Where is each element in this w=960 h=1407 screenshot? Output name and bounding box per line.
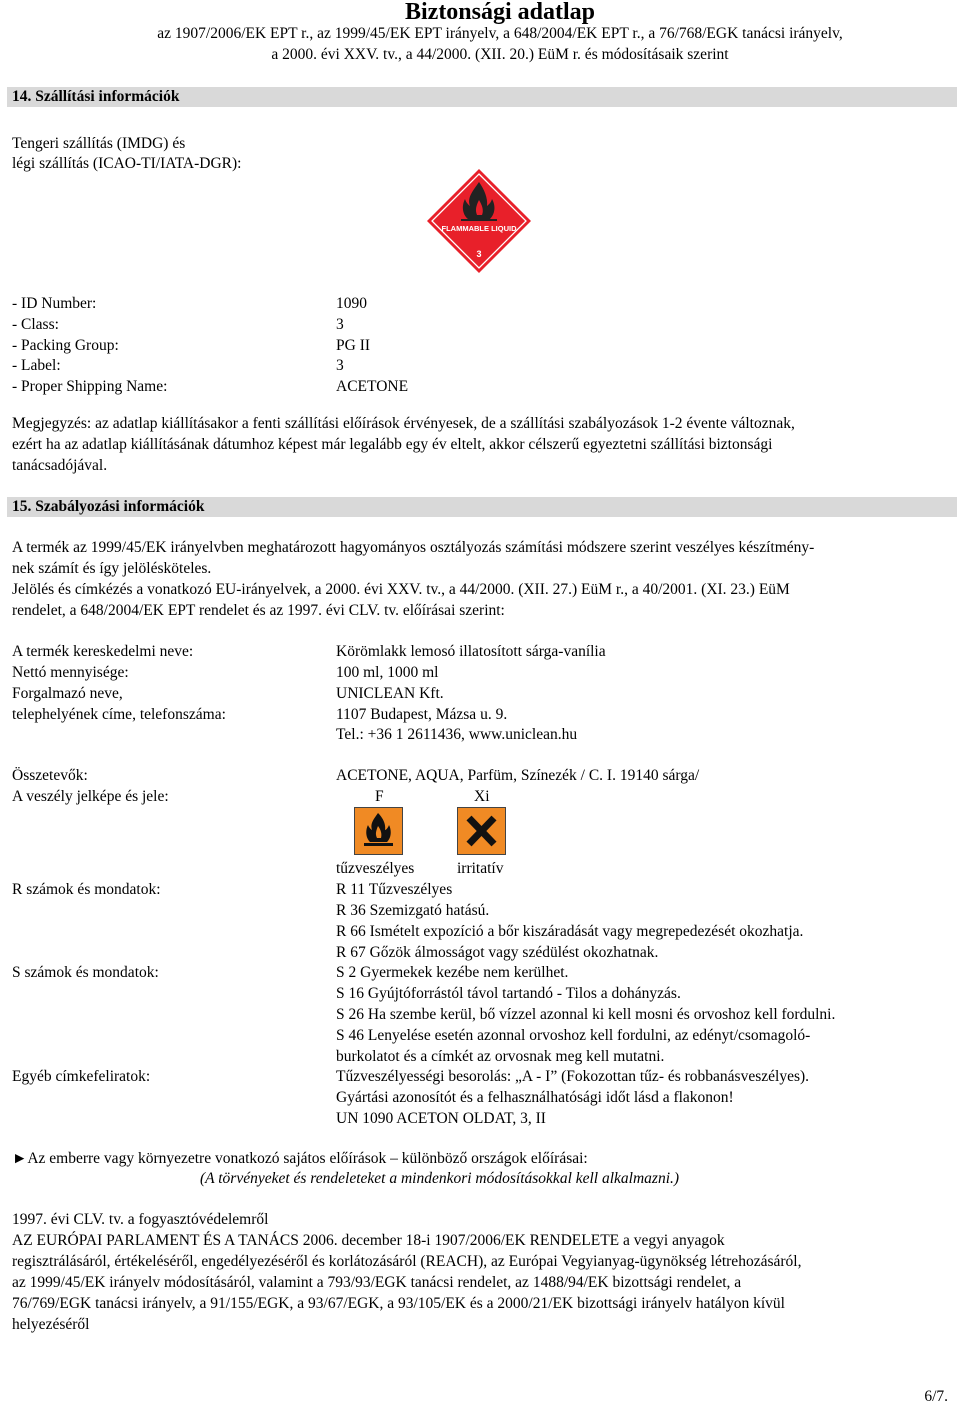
field-packing-group: - Packing Group: PG II bbox=[12, 337, 371, 354]
distributor-row: Forgalmazó neve, UNICLEAN Kft. bbox=[12, 685, 444, 702]
symbol-caption-flammable: tűzveszélyes bbox=[336, 860, 415, 877]
flammable-liquid-icon bbox=[426, 168, 532, 274]
r-phrase: R 11 Tűzveszélyes bbox=[336, 881, 453, 898]
symbol-code-xi: Xi bbox=[474, 788, 490, 805]
arrow-icon: ► bbox=[12, 1150, 28, 1167]
classification-intro: A termék az 1999/45/EK irányelvben meghatározott hagyományos osztályozás számítási módszere szerint veszélyes készítmény- nek számít és így jelölésköteles. Jelölés és címkézés a vonatkozó EU-irányelvek, a 2000. évi XXV. tv., a 44/2000. (XII. 27.) EüM r., a 40/2001. (XI. 23.) EüM rendelet, a 648/2004/EK EPT rendelet és az 1997. évi CLV. tv. előírásai szerint: bbox=[12, 539, 815, 619]
flammable-hazard-symbol bbox=[354, 807, 403, 855]
field-class: - Class: 3 bbox=[12, 316, 344, 333]
s-phrase: burkolatot és a címkét az orvosnak meg kell mutatni. bbox=[336, 1048, 665, 1065]
field-label: - Label: 3 bbox=[12, 357, 344, 374]
phone-row: Tel.: +36 1 2611436, www.uniclean.hu bbox=[336, 726, 578, 743]
ingredients-row: Összetevők: ACETONE, AQUA, Parfüm, Színezék / C. I. 19140 sárga/ bbox=[12, 767, 700, 784]
r-phrases-list bbox=[336, 879, 803, 963]
s-phrase: S 16 Gyújtóforrástól távol tartandó - Tilos a dohányzás. bbox=[336, 985, 681, 1002]
other-label-texts: Tűzveszélyességi besorolás: „A - I” (Fokozottan tűz- és robbanásveszélyes). Gyártási azonosítót és a felhasználhatósági időt lásd a flakonon! UN 1090 ACETON OLDAT, 3, II bbox=[336, 1068, 810, 1127]
r-phrase: R 66 Ismételt expozíció a bőr kiszáradását vagy megrepedezését okozhatja. bbox=[336, 923, 804, 940]
r-phrase: R 67 Gőzök álmosságot vagy szédülést okozhatnak. bbox=[336, 944, 659, 961]
symbol-code-f: F bbox=[375, 788, 384, 805]
page-number: 6/7. bbox=[924, 1388, 948, 1405]
net-quantity-row: Nettó mennyisége: 100 ml, 1000 ml bbox=[12, 664, 439, 681]
trade-name-row: A termék kereskedelmi neve: Körömlakk lemosó illatosított sárga-vanília bbox=[12, 643, 606, 660]
transport-note: Megjegyzés: az adatlap kiállításakor a fenti szállítási előírások érvényesek, de a szállítási szabályozások 1-2 évente változnak, ezért ha az adatlap kiállításának dátumhoz képest már legalább egy év eltelt, akkor célszerű egyeztetni szállítási biztonsági tanácsadójával. bbox=[12, 415, 795, 474]
field-id-number: - ID Number: 1090 bbox=[12, 295, 367, 312]
flame-icon bbox=[355, 808, 402, 854]
address-row: telephelyének címe, telefonszáma: 1107 Budapest, Mázsa u. 9. bbox=[12, 706, 508, 723]
special-regulations-heading: ►Az emberre vagy környezetre vonatkozó sajátos előírások – különböző országok előírásai: bbox=[12, 1150, 588, 1167]
section-14-heading: 14. Szállítási információk bbox=[7, 87, 957, 107]
header-regulations-line2: a 2000. évi XXV. tv., a 44/2000. (XII. 20.) EüM r. és módosításaik szerint bbox=[271, 46, 729, 63]
placard-label: FLAMMABLE LIQUID bbox=[441, 224, 517, 233]
hazard-symbol-row: A veszély jelképe és jele: F Xi bbox=[12, 788, 490, 805]
s-phrase: S 26 Ha szembe kerül, bő vízzel azonnal ki kell mosni és orvoshoz kell fordulni. bbox=[336, 1006, 836, 1023]
placard-class-number: 3 bbox=[476, 249, 482, 259]
document-title: Biztonsági adatlap bbox=[404, 0, 596, 25]
section-15-heading: 15. Szabályozási információk bbox=[7, 497, 957, 517]
s-phrases-label: S számok és mondatok: bbox=[12, 964, 159, 981]
field-proper-shipping-name: - Proper Shipping Name: ACETONE bbox=[12, 378, 409, 395]
r-phrases-label: R számok és mondatok: bbox=[12, 881, 161, 898]
s-phrases-list bbox=[336, 962, 835, 1067]
law-references: 1997. évi CLV. tv. a fogyasztóvédelemről AZ EURÓPAI PARLAMENT ÉS A TANÁCS 2006. december 18-i 1907/2006/EK RENDELETE a vegyi anyagok regisztrálásáról, értékeléséről, engedélyezéséről és korlátozásáról (REACH), az Európai Vegyianyag-ügynökség létrehozásáról, az 1999/45/EK irányelv módosításáról, valamint a 793/93/EGK tanácsi rendelet, az 1488/94/EK bizottsági rendelet, a 76/769/EGK tanácsi irányelv, a 91/155/EGK, a 93/67/EGK, a 93/105/EK és a 2000/21/EK bizottsági irányelv hatályon kívül helyezéséről bbox=[12, 1211, 802, 1333]
cross-icon bbox=[458, 808, 505, 854]
transport-label-line2: légi szállítás (ICAO-TI/IATA-DGR): bbox=[12, 155, 242, 172]
s-phrase: S 46 Lenyelése esetén azonnal orvoshoz kell fordulni, az edényt/csomagoló- bbox=[336, 1027, 811, 1044]
flammable-liquid-placard bbox=[426, 168, 532, 274]
s-phrase: S 2 Gyermekek kezébe nem kerülhet. bbox=[336, 964, 569, 981]
r-phrase: R 36 Szemizgató hatású. bbox=[336, 902, 490, 919]
transport-label-line1: Tengeri szállítás (IMDG) és bbox=[12, 135, 186, 152]
laws-note: (A törvényeket és rendeleteket a mindenkori módosításokkal kell alkalmazni.) bbox=[200, 1170, 680, 1187]
header-regulations-line1: az 1907/2006/EK EPT r., az 1999/45/EK EPT irányelv, a 648/2004/EK EPT r., a 76/768/EGK tanácsi irányelv, bbox=[157, 25, 843, 42]
symbol-caption-irritant: irritatív bbox=[457, 860, 504, 877]
other-label-texts-label: Egyéb címkefeliratok: bbox=[12, 1068, 151, 1085]
irritant-hazard-symbol bbox=[457, 807, 506, 855]
